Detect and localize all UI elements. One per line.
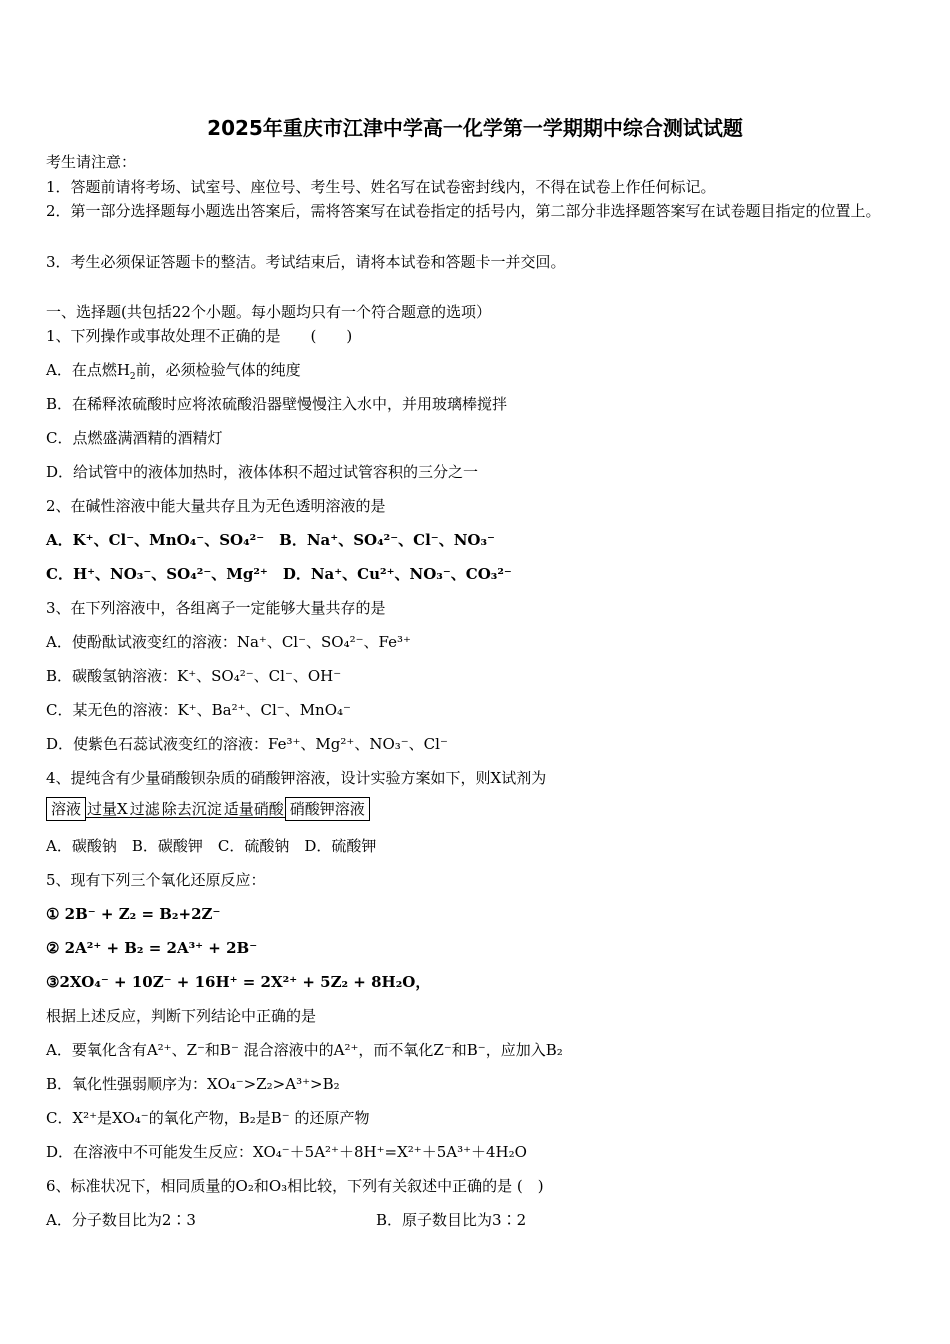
q3-option-d: D．使紫色石蕊试液变红的溶液：Fe³⁺、Mg²⁺、NO₃⁻、Cl⁻ bbox=[46, 735, 448, 753]
q1-stem: 1、下列操作或事故处理不正确的是 ( ) bbox=[46, 327, 353, 345]
q5-option-a: A．要氧化含有A²⁺、Z⁻和B⁻ 混合溶液中的A²⁺，而不氧化Z⁻和B⁻，应加入B₂ bbox=[46, 1041, 563, 1059]
flow-arrow-remove-precipitate: 除去沉淀 bbox=[161, 800, 222, 818]
flow-arrow-filter: 过滤 bbox=[129, 800, 160, 818]
q1-option-b: B．在稀释浓硫酸时应将浓硫酸沿器壁慢慢注入水中，并用玻璃棒搅拌 bbox=[46, 395, 508, 413]
q3-option-b: B．碳酸氢钠溶液：K⁺、SO₄²⁻、Cl⁻、OH⁻ bbox=[46, 667, 342, 685]
flow-box-kno3-solution: 硝酸钾溶液 bbox=[285, 797, 370, 821]
q1-option-a-part2: 前，必须检验气体的纯度 bbox=[135, 361, 301, 379]
page-title: 2025年重庆市江津中学高一化学第一学期期中综合测试试题 bbox=[207, 116, 743, 140]
notice-item-2: 2．第一部分选择题每小题选出答案后，需将答案写在试卷指定的括号内，第二部分非选择题答案写在试卷题目指定的位置上。 bbox=[46, 202, 881, 220]
q3-stem: 3、在下列溶液中，各组离子一定能够大量共存的是 bbox=[46, 599, 386, 617]
q5-stem: 5、现有下列三个氧化还原反应： bbox=[46, 871, 266, 889]
q5-reaction-2: ② 2A²⁺ + B₂ = 2A³⁺ + 2B⁻ bbox=[46, 939, 258, 957]
q4-stem: 4、提纯含有少量硝酸钡杂质的硝酸钾溶液，设计实验方案如下，则X试剂为 bbox=[46, 769, 547, 787]
q4-options: A．碳酸钠 B．碳酸钾 C．硫酸钠 D．硫酸钾 bbox=[46, 837, 377, 855]
q2-options-cd: C．H⁺、NO₃⁻、SO₄²⁻、Mg²⁺ D．Na⁺、Cu²⁺、NO₃⁻、CO₃²⁻ bbox=[46, 565, 512, 583]
q6-stem: 6、标准状况下，相同质量的O₂和O₃相比较，下列有关叙述中正确的是 ( ) bbox=[46, 1177, 544, 1195]
q5-reaction-3: ③2XO₄⁻ + 10Z⁻ + 16H⁺ = 2X²⁺ + 5Z₂ + 8H₂O， bbox=[46, 973, 431, 991]
q1-option-a-subscript: 2 bbox=[129, 372, 136, 382]
q6-option-b: B．原子数目比为3∶2 bbox=[376, 1211, 527, 1229]
q2-options-ab: A．K⁺、Cl⁻、MnO₄⁻、SO₄²⁻ B．Na⁺、SO₄²⁻、Cl⁻、NO₃⁻ bbox=[46, 531, 495, 549]
q1-option-d: D．给试管中的液体加热时，液体体积不超过试管容积的三分之一 bbox=[46, 463, 479, 481]
flow-arrow-nitric-acid: 适量硝酸 bbox=[223, 800, 284, 818]
notice-item-1: 1．答题前请将考场、试室号、座位号、考生号、姓名写在试卷密封线内，不得在试卷上作任何标记。 bbox=[46, 178, 716, 196]
flow-box-solution: 溶液 bbox=[46, 797, 86, 821]
q6-option-a: A．分子数目比为2∶3 bbox=[46, 1211, 196, 1229]
q3-option-a: A．使酚酞试液变红的溶液：Na⁺、Cl⁻、SO₄²⁻、Fe³⁺ bbox=[46, 633, 411, 651]
q2-stem: 2、在碱性溶液中能大量共存且为无色透明溶液的是 bbox=[46, 497, 386, 515]
q4-flow-diagram bbox=[46, 797, 370, 821]
q1-option-c: C．点燃盛满酒精的酒精灯 bbox=[46, 429, 223, 447]
q5-option-c: C．X²⁺是XO₄⁻的氧化产物，B₂是B⁻ 的还原产物 bbox=[46, 1109, 370, 1127]
notice-heading: 考生请注意： bbox=[46, 153, 137, 171]
q1-option-a-part1: A．在点燃H bbox=[46, 361, 130, 379]
notice-item-3: 3．考生必须保证答题卡的整洁。考试结束后，请将本试卷和答题卡一并交回。 bbox=[46, 253, 566, 271]
q5-ask: 根据上述反应，判断下列结论中正确的是 bbox=[46, 1007, 317, 1025]
q5-option-d: D．在溶液中不可能发生反应：XO₄⁻＋5A²⁺＋8H⁺=X²⁺＋5A³⁺＋4H₂O bbox=[46, 1143, 527, 1161]
q3-option-c: C．某无色的溶液：K⁺、Ba²⁺、Cl⁻、MnO₄⁻ bbox=[46, 701, 351, 719]
section-heading: 一、选择题(共包括22个小题。每小题均只有一个符合题意的选项） bbox=[46, 303, 491, 321]
q5-option-b: B．氧化性强弱顺序为：XO₄⁻>Z₂>A³⁺>B₂ bbox=[46, 1075, 340, 1093]
q1-option-a bbox=[46, 360, 301, 380]
flow-arrow-excess-x: 过量X bbox=[87, 800, 128, 818]
q5-reaction-1: ① 2B⁻ + Z₂ = B₂+2Z⁻ bbox=[46, 905, 221, 923]
